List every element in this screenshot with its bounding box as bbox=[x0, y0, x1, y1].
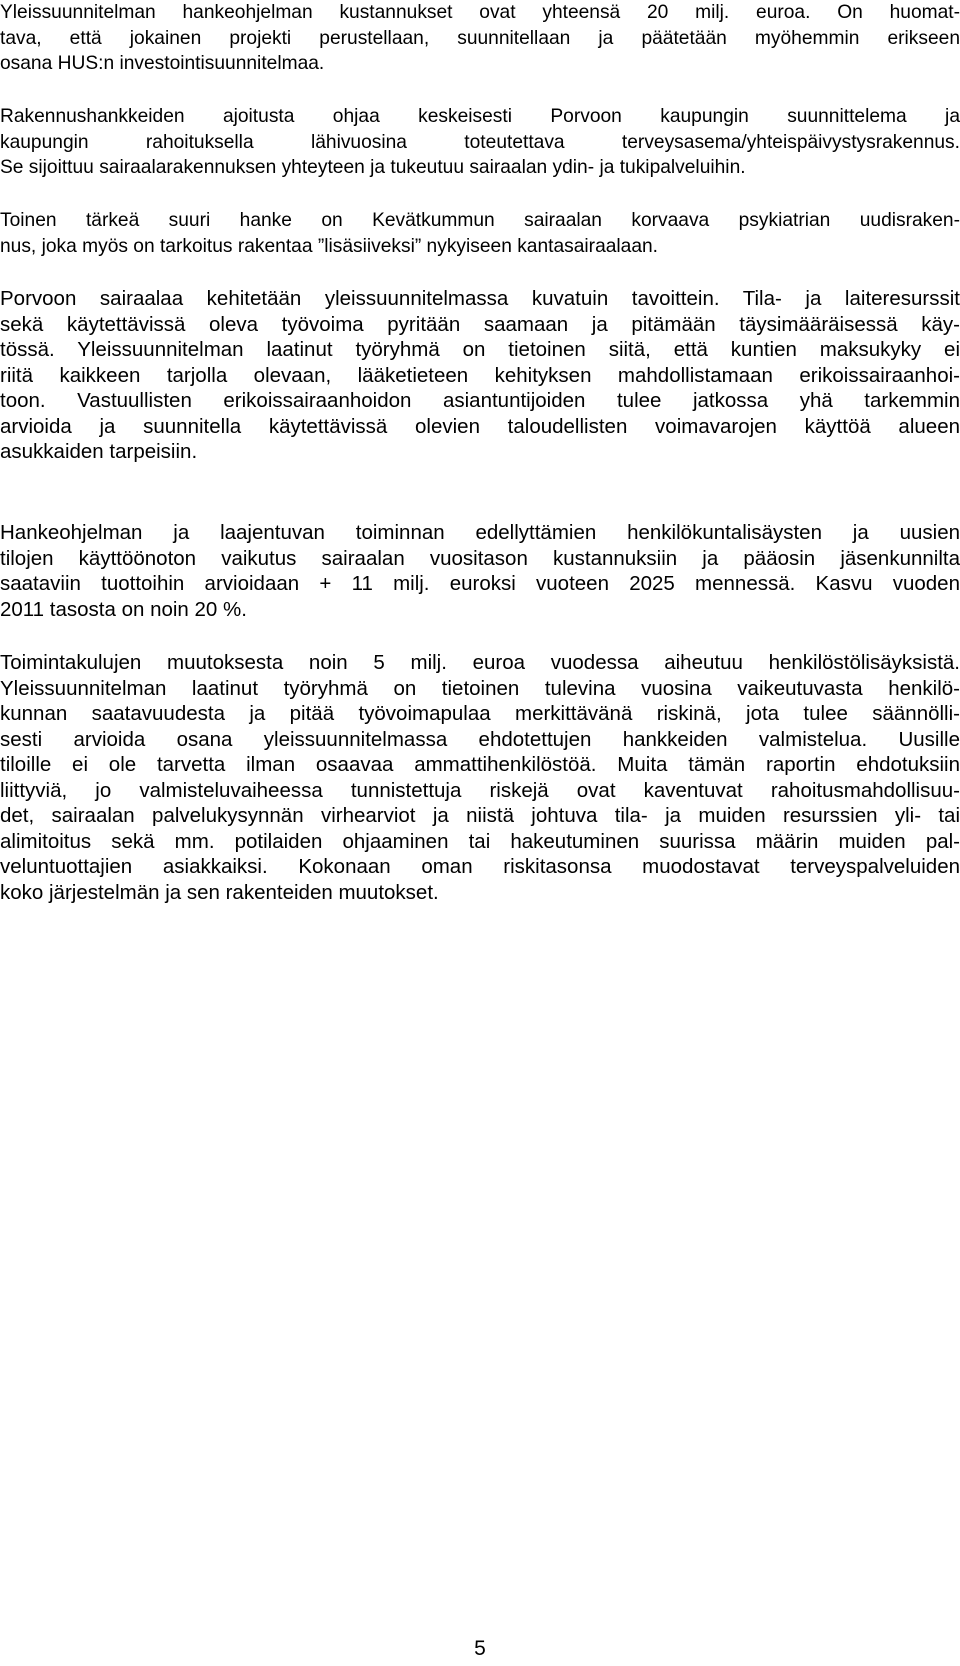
text-line: asukkaiden tarpeisiin. bbox=[0, 440, 198, 463]
text-line: saataviin tuottoihin arvioidaan + 11 milj. euroksi vuoteen 2025 mennessä. Kasvu vuoden bbox=[0, 572, 960, 595]
paragraph-psychiatry-project bbox=[0, 208, 960, 259]
text-line: toon. Vastuullisten erikoissairaanhoidon asiantuntijoiden tulee jatkossa yhä tarkemmin bbox=[0, 389, 960, 412]
paragraph-staffing-risks bbox=[0, 650, 960, 905]
text-line: nus, joka myös on tarkoitus rakentaa ”lisäsiiveksi” nykyiseen kantasairaalaan. bbox=[0, 235, 659, 257]
text-line: sekä käytettävissä oleva työvoima pyritään saamaan ja pitämään täysimääräisessä käy- bbox=[0, 312, 960, 336]
text-line: Rakennushankkeiden ajoitusta ohjaa keskeisesti Porvoon kaupungin suunnittelema ja bbox=[0, 106, 960, 127]
paragraph-cost-impact bbox=[0, 520, 960, 622]
paragraph-cost-summary bbox=[0, 0, 960, 77]
text-line: osana HUS:n investointisuunnitelmaa. bbox=[0, 53, 325, 74]
text-line: Toinen tärkeä suuri hanke on Kevätkummun sairaalan korvaava psykiatrian uudisraken- bbox=[0, 210, 960, 231]
text-line: sesti arvioida osana yleissuunnitelmassa ehdotettujen hankkeiden valmistelua. Uusille bbox=[0, 727, 960, 751]
text-line: Porvoon sairaalaa kehitetään yleissuunnitelmassa kuvatuin tavoittein. Tila- ja laiteresurssit bbox=[0, 287, 960, 310]
page-number: 5 bbox=[474, 1637, 486, 1660]
text-line: alimitoitus sekä mm. potilaiden ohjaaminen tai hakeutuminen suurissa määrin muiden pal- bbox=[0, 829, 960, 853]
text-line: veluntuottajien asiakkaiksi. Kokonaan oman riskitasonsa muodostavat terveyspalveluiden bbox=[0, 855, 960, 878]
text-line: 2011 tasosta on noin 20 %. bbox=[0, 597, 247, 621]
text-line: riitä kaikkeen tarjolla olevaan, lääketieteen kehityksen mahdollistamaan erikoissairaanhoi- bbox=[0, 363, 960, 387]
text-line: tilojen käyttöönoton vaikutus sairaalan vuositason kustannuksiin ja pääosin jäsenkunnilta bbox=[0, 546, 960, 570]
text-line: tössä. Yleissuunnitelman laatinut työryhmä on tietoinen siitä, että kuntien maksukyky ei bbox=[0, 338, 960, 361]
paragraph-development-goals bbox=[0, 286, 960, 465]
text-line: tava, että jokainen projekti perustellaan, suunnitellaan ja päätetään myöhemmin erikseen bbox=[0, 27, 960, 49]
text-line: Se sijoittuu sairaalarakennuksen yhteyteen ja tukeutuu sairaalan ydin- ja tukipalveluihin. bbox=[0, 157, 746, 178]
text-line: kunnan saatavuudesta ja pitää työvoimapulaa merkittävänä riskinä, jota tulee säännölli- bbox=[0, 702, 960, 725]
text-line: koko järjestelmän ja sen rakenteiden muutokset. bbox=[0, 880, 439, 904]
text-line: kaupungin rahoituksella lähivuosina toteutettava terveysasema/yhteispäivystysrakennus. bbox=[0, 131, 960, 153]
text-line: det, sairaalan palvelukysynnän virhearviot ja niistä johtuva tila- ja muiden resurssien yli- tai bbox=[0, 804, 960, 827]
text-line: liittyviä, jo valmisteluvaiheessa tunnistettuja riskejä ovat kaventuvat rahoitusmahdollisuu- bbox=[0, 778, 960, 802]
text-line: Yleissuunnitelman laatinut työryhmä on tietoinen tulevina vuosina vaikeutuvasta henkilö- bbox=[0, 676, 960, 700]
text-line: arvioida ja suunnitella käytettävissä olevien taloudellisten voimavarojen käyttöä alueen bbox=[0, 414, 960, 438]
text-line: Toimintakulujen muutoksesta noin 5 milj. euroa vuodessa aiheutuu henkilöstölisäyksistä. bbox=[0, 651, 960, 674]
text-line: tiloille ei ole tarvetta ilman osaavaa ammattihenkilöstöä. Muita tämän raportin ehdotuksiin bbox=[0, 753, 960, 776]
text-line: Hankeohjelman ja laajentuvan toiminnan edellyttämien henkilökuntalisäysten ja uusien bbox=[0, 521, 960, 544]
text-line: Yleissuunnitelman hankeohjelman kustannukset ovat yhteensä 20 milj. euroa. On huomat- bbox=[0, 2, 960, 23]
paragraph-project-timing bbox=[0, 104, 960, 181]
